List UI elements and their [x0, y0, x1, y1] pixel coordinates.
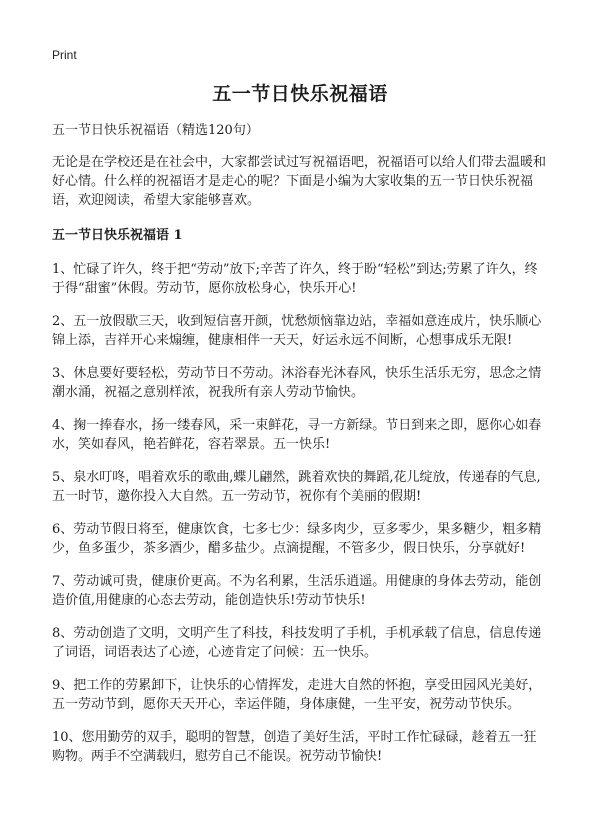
list-item: 6、劳动节假日将至，健康饮食，七多七少：绿多肉少，豆多零少，果多糖少，粗多精少，鱼多蛋少，茶多酒少，醋多盐少。点滴提醒，不管多少，假日快乐，分享就好!: [52, 522, 542, 556]
list-item: 10、您用勤劳的双手，聪明的智慧，创造了美好生活，平时工作忙碌碌，趁着五一狂购物。两手不空满载归，慰劳自己不能误。祝劳动节愉快!: [52, 730, 537, 764]
page-title: 五一节日快乐祝福语: [212, 83, 388, 105]
list-item: 9、把工作的劳累卸下，让快乐的心情挥发，走进大自然的怀抱，享受田园风光美好，五一劳动节到，愿你天天开心，幸运伴随，身体康健，一生平安，祝劳动节快乐。: [52, 678, 542, 712]
subtitle: 五一节日快乐祝福语（精选120句）: [52, 123, 259, 138]
list-item: 8、劳动创造了文明，文明产生了科技，科技发明了手机，手机承载了信息，信息传递了词语，词语表达了心迹，心迹肯定了问候：五一快乐。: [52, 626, 542, 660]
list-item: 2、五一放假歇三天，收到短信喜开颜，忧愁烦恼靠边站，幸福如意连成片，快乐顺心锦上添，吉祥开心来煽缠，健康相伴一天天，好运永远不间断，心想事成乐无限!: [52, 314, 542, 348]
list-item: 4、掬一捧春水，扬一缕春风，采一束鲜花，寻一方新绿。节日到来之即，愿你心如春水，笑如春风，艳若鲜花，容若翠景。五一快乐!: [52, 418, 542, 452]
list-item: 3、休息要好要轻松，劳动节日不劳动。沐浴春光沐春风，快乐生活乐无穷，思念之情潮水涌，祝福之意别样浓，祝我所有亲人劳动节愉快。: [52, 366, 542, 400]
list-item: 5、泉水叮咚，唱着欢乐的歌曲,蝶儿翩然，跳着欢快的舞蹈,花儿绽放，传递春的气息,五一时节，邀你投入大自然。五一劳动节，祝你有个美丽的假期!: [52, 470, 541, 504]
list-item: 7、劳动诚可贵，健康价更高。不为名利累，生活乐逍遥。用健康的身体去劳动，能创造价值,用健康的心态去劳动，能创造快乐!劳动节快乐!: [52, 574, 542, 608]
greeting-list: [52, 260, 548, 766]
section-heading: 五一节日快乐祝福语 1: [52, 228, 183, 243]
intro-paragraph: 无论是在学校还是在社会中，大家都尝试过写祝福语吧，祝福语可以给人们带去温暖和好心情。什么样的祝福语才是走心的呢？下面是小编为大家收集的五一节日快乐祝福语，欢迎阅读，希望大家能够喜欢。: [52, 155, 547, 208]
list-item: 1、忙碌了许久，终于把“劳动”放下;辛苦了许久，终于盼“轻松”到达;劳累了许久，终于得“甜蜜”休假。劳动节，愿你放松身心，快乐开心!: [52, 262, 538, 296]
print-link[interactable]: Print: [52, 48, 77, 62]
